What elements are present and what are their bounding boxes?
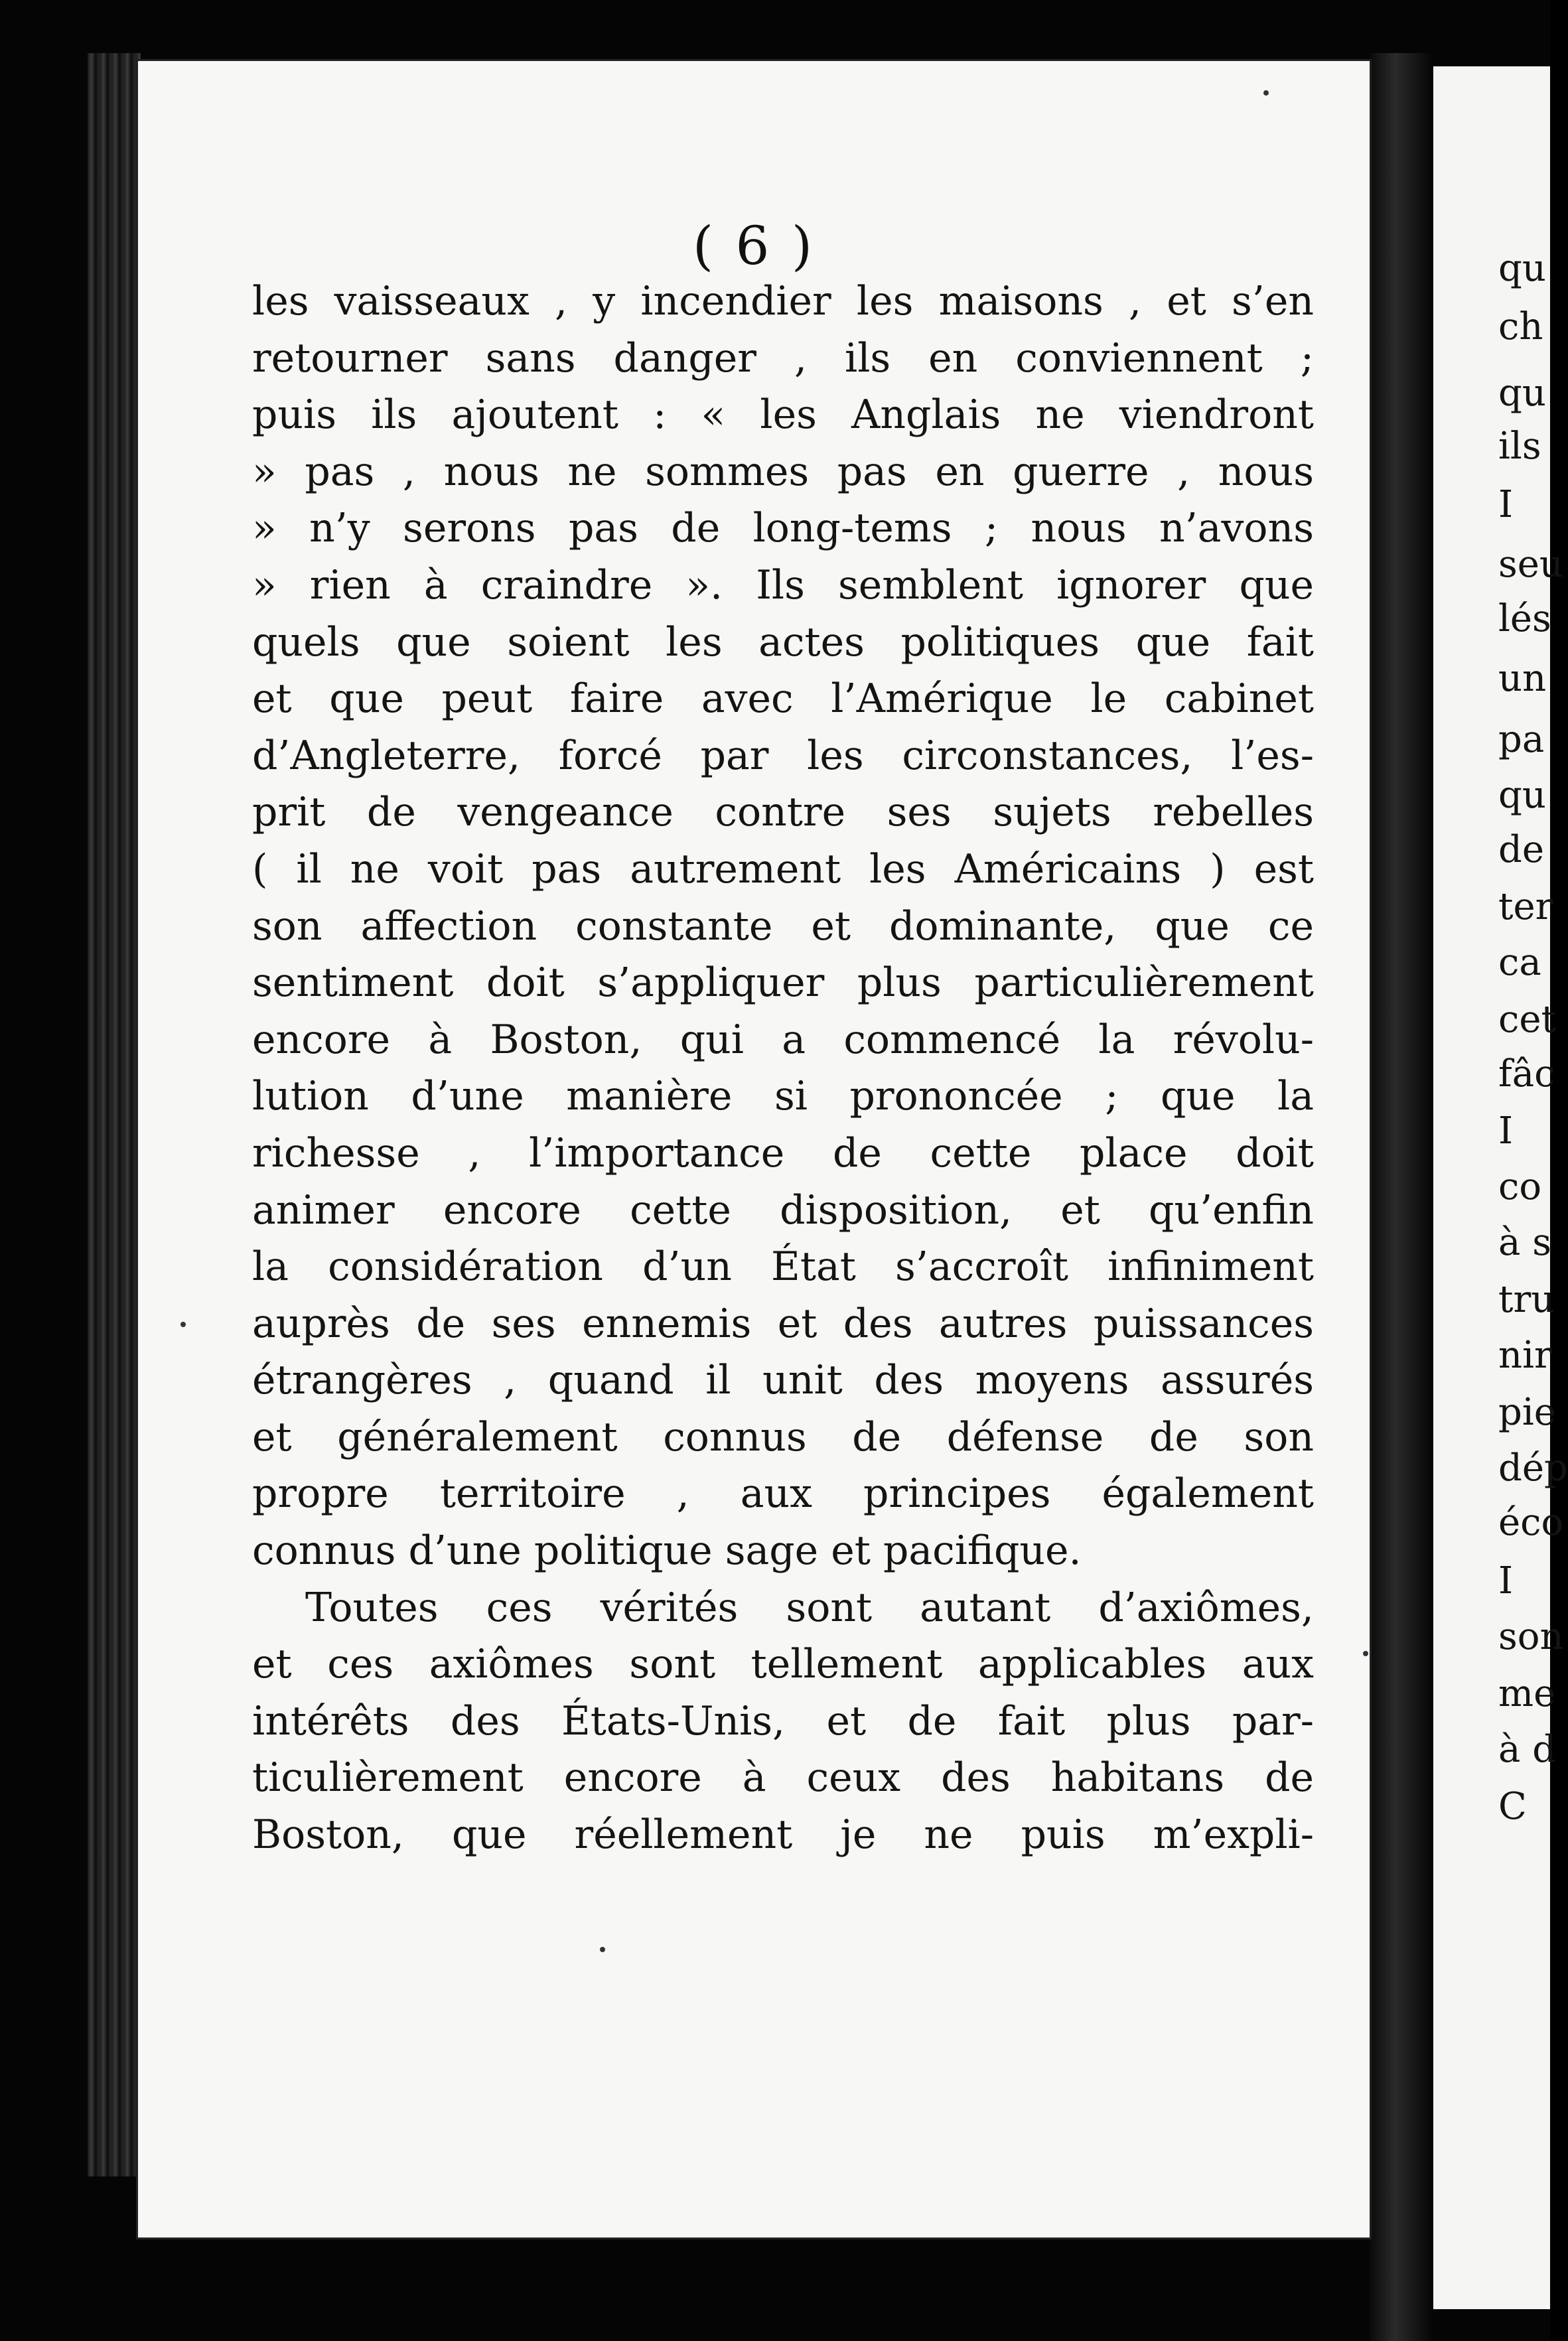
right-page-line-fragment: qu [1498, 774, 1546, 817]
text-line: et que peut faire avec l’Amérique le cabinet [252, 675, 1314, 723]
right-page-line-fragment: dép [1498, 1447, 1568, 1490]
text-line: et ces axiômes sont tellement applicables aux [252, 1641, 1314, 1688]
text-line: puis ils ajoutent : « les Anglais ne viendront [252, 391, 1314, 439]
right-page-line-fragment: son [1498, 1615, 1564, 1658]
text-line: encore à Boston, qui a commencé la révolu- [252, 1016, 1314, 1063]
right-page-line-fragment: I [1498, 1109, 1514, 1153]
right-page-line-fragment: nir [1498, 1334, 1552, 1377]
paragraph-last-line: connus d’une politique sage et pacifique. [252, 1527, 1082, 1575]
text-line: propre territoire , aux principes également [252, 1470, 1314, 1518]
ink-speck [600, 1947, 605, 1952]
right-page-line-fragment: seu [1498, 543, 1563, 586]
page-body-text [252, 273, 1314, 1864]
text-line: et généralement connus de défense de son [252, 1413, 1314, 1460]
text-line: retourner sans danger , ils en conviennent ; [252, 334, 1314, 382]
paragraph-first-line: Toutes ces vérités sont autant d’axiômes, [305, 1584, 1314, 1631]
text-line: d’Angleterre, forcé par les circonstances, l’es- [252, 732, 1314, 779]
right-page-line-fragment: tru [1498, 1278, 1555, 1321]
text-line: Boston, que réellement je ne puis m’expli- [252, 1811, 1314, 1859]
text-line: la considération d’un État s’accroît infiniment [252, 1243, 1314, 1291]
book-binding [88, 53, 141, 2176]
text-line: » rien à craindre ». Ils semblent ignorer que [252, 561, 1314, 608]
right-page-line-fragment: de [1498, 828, 1544, 871]
right-page-line-fragment: C [1498, 1785, 1527, 1828]
right-page-line-fragment: ch [1498, 305, 1543, 348]
text-line: prit de vengeance contre ses sujets rebelles [252, 789, 1314, 836]
right-page-line-fragment: ca [1498, 941, 1541, 984]
text-line: quels que soient les actes politiques que fait [252, 618, 1314, 666]
right-page-line-fragment: à d [1498, 1728, 1557, 1771]
right-page-line-fragment: I [1498, 483, 1514, 526]
right-page-line-fragment: I [1498, 1559, 1514, 1602]
text-line: étrangères , quand il unit des moyens assurés [252, 1357, 1314, 1404]
right-page-line-fragment: co [1498, 1165, 1542, 1208]
right-page-line-fragment: pa [1498, 718, 1545, 761]
right-page-line-fragment: à s [1498, 1221, 1551, 1264]
text-line: lution d’une manière si prononcée ; que la [252, 1073, 1314, 1120]
text-line: sentiment doit s’appliquer plus particulièrement [252, 959, 1314, 1007]
ink-speck [180, 1322, 186, 1327]
right-page-line-fragment: me [1498, 1672, 1556, 1715]
text-line: » pas , nous ne sommes pas en guerre , nous [252, 448, 1314, 495]
ink-speck [1263, 90, 1269, 96]
right-page-line-fragment: lés [1498, 597, 1551, 640]
text-line: richesse , l’importance de cette place doit [252, 1129, 1314, 1176]
right-page-line-fragment: qu [1498, 247, 1546, 290]
text-line: » n’y serons pas de long-tems ; nous n’avons [252, 505, 1314, 552]
right-page-line-fragment: pie [1498, 1391, 1556, 1434]
right-page-line-fragment: un [1498, 657, 1547, 700]
ink-speck [1363, 1651, 1368, 1656]
text-line: animer encore cette disposition, et qu’enfin [252, 1186, 1314, 1234]
text-line: les vaisseaux , y incendier les maisons , et s’en [252, 278, 1314, 324]
right-page-line-fragment: cet [1498, 998, 1557, 1041]
page-gutter-shadow [1370, 53, 1433, 2341]
text-line: son affection constante et dominante, que ce [252, 902, 1314, 950]
text-line: ticulièrement encore à ceux des habitans de [252, 1754, 1314, 1802]
text-line: auprès de ses ennemis et des autres puissances [252, 1300, 1314, 1347]
right-page-line-fragment: fâc [1498, 1052, 1555, 1096]
right-page-line-fragment: ter [1498, 885, 1553, 928]
text-line: ( il ne voit pas autrement les Américains ) est [252, 845, 1314, 892]
page-number: ( 6 ) [692, 215, 816, 277]
text-line: intérêts des États-Unis, et de fait plus par- [252, 1697, 1314, 1744]
right-page-line-fragment: qu [1498, 372, 1546, 415]
right-page-line-fragment: ils [1498, 425, 1541, 468]
right-page-line-fragment: éco [1498, 1501, 1564, 1544]
